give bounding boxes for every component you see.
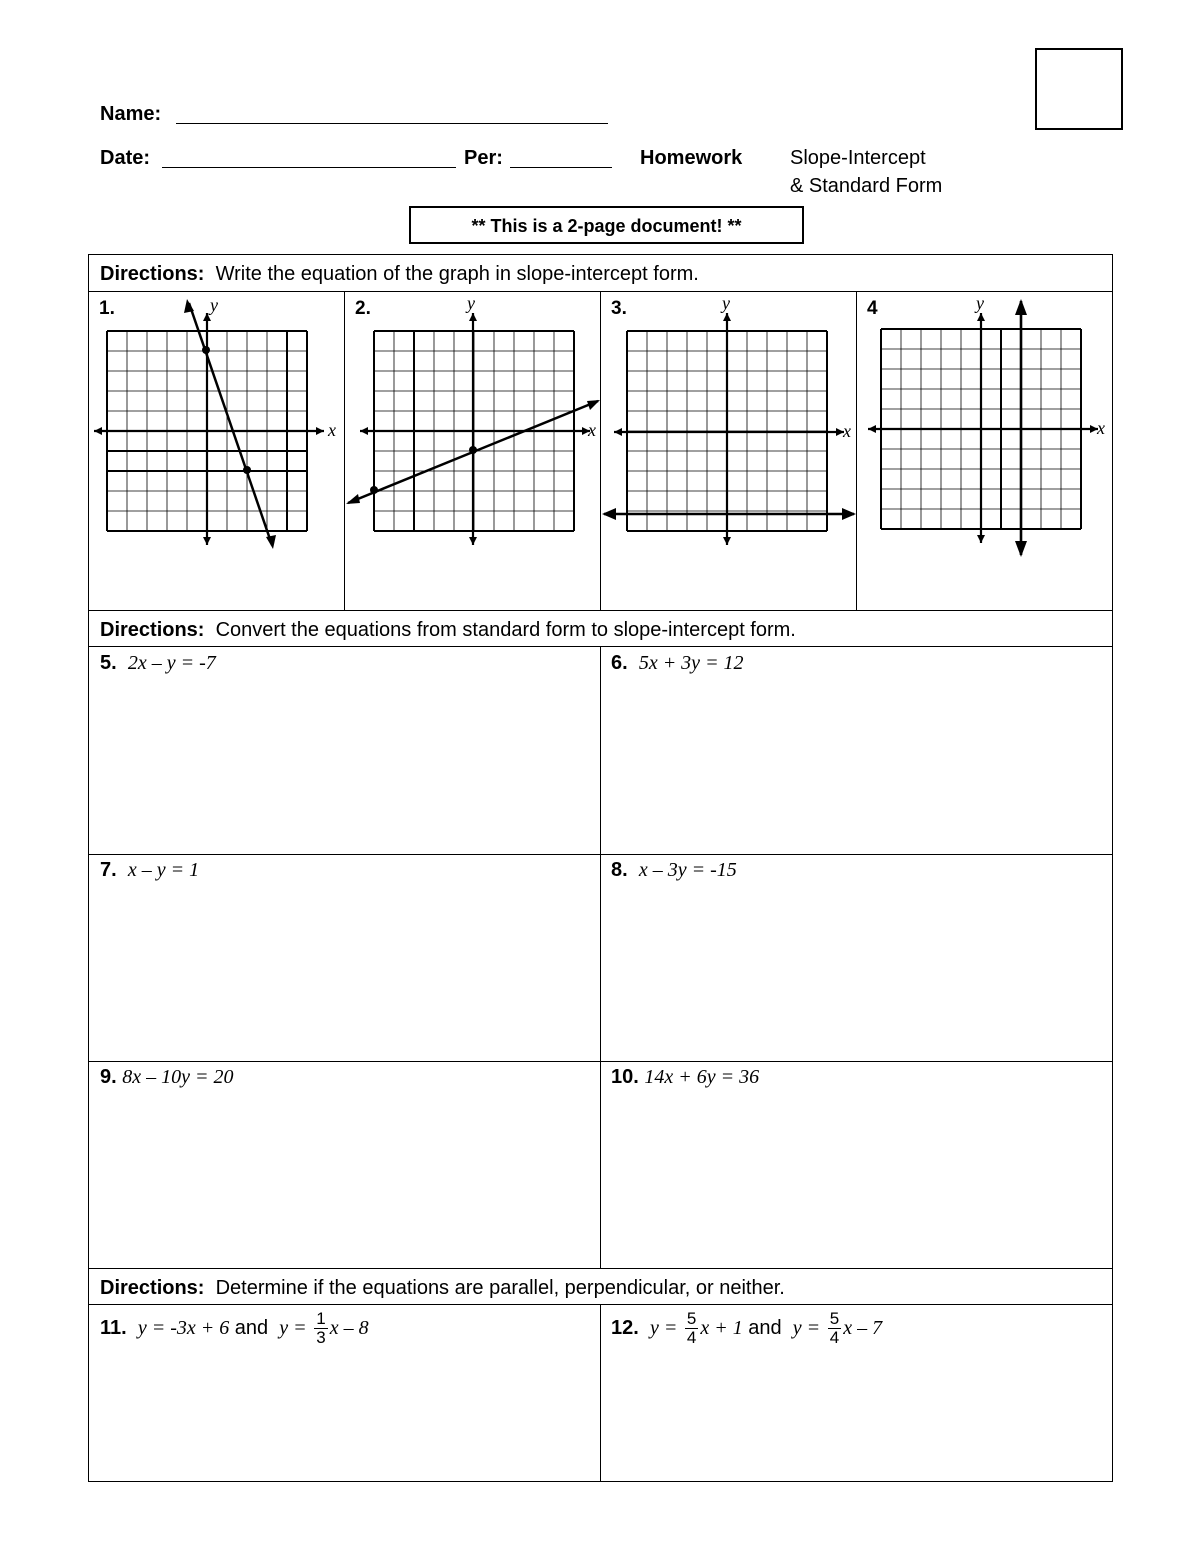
graph-2 xyxy=(346,293,600,553)
equation: x – y = 1 xyxy=(127,859,200,881)
score-box xyxy=(1035,48,1123,130)
and-word: and xyxy=(234,1316,269,1339)
date-field[interactable] xyxy=(162,147,456,168)
problem-number: 11. xyxy=(100,1316,127,1339)
line-point xyxy=(243,466,251,474)
divider xyxy=(600,1304,601,1482)
divider xyxy=(856,291,857,610)
problem-7 xyxy=(100,859,199,882)
y-axis-arrow-up xyxy=(977,313,985,321)
problem-number: 7. xyxy=(100,859,117,881)
y-axis-arrow-down xyxy=(723,537,731,545)
problem-number: 12. xyxy=(611,1316,639,1339)
line-point xyxy=(469,446,477,454)
problem-11 xyxy=(100,1310,369,1347)
line-arrow xyxy=(1015,541,1027,557)
directions-label: Directions: xyxy=(100,1277,205,1299)
directions-label: Directions: xyxy=(100,263,205,285)
problem-number: 3. xyxy=(611,298,627,319)
denominator: 4 xyxy=(686,1328,697,1347)
divider xyxy=(88,610,1113,611)
directions-convert xyxy=(100,619,796,642)
line-arrow xyxy=(346,494,360,504)
equation: 8x – 10y = 20 xyxy=(122,1066,234,1088)
equation-b-right: x – 8 xyxy=(329,1316,369,1339)
x-axis-label: x xyxy=(588,420,596,440)
topic-line-1: Slope-Intercept xyxy=(790,147,926,169)
line-arrow xyxy=(842,508,856,520)
y-axis-arrow-down xyxy=(469,537,477,545)
x-axis-arrow-left xyxy=(868,425,876,433)
y-axis-arrow-up xyxy=(469,313,477,321)
x-axis-arrow-left xyxy=(94,427,102,435)
topic-line-2: & Standard Form xyxy=(790,175,943,197)
y-axis-label: y xyxy=(722,293,730,313)
directions-text: Determine if the equations are parallel, perpendicular, or neither. xyxy=(215,1277,785,1299)
numerator: 1 xyxy=(316,1309,326,1328)
equation-b-right: x – 7 xyxy=(843,1316,883,1339)
equation: 5x + 3y = 12 xyxy=(638,652,744,674)
line-arrow xyxy=(1015,299,1027,315)
problem-number: 10. xyxy=(611,1066,639,1088)
problem-number: 5. xyxy=(100,652,117,674)
problem-9 xyxy=(100,1066,234,1089)
line-point xyxy=(202,346,210,354)
x-axis-arrow-right xyxy=(316,427,324,435)
problem-number: 1. xyxy=(99,298,115,319)
problem-number: 9. xyxy=(100,1066,117,1088)
period-field[interactable] xyxy=(510,147,612,168)
problem-number: 6. xyxy=(611,652,628,674)
divider xyxy=(600,291,601,610)
numerator: 5 xyxy=(686,1309,697,1328)
equation: 14x + 6y = 36 xyxy=(644,1066,760,1088)
fraction xyxy=(828,1310,841,1347)
numerator: 5 xyxy=(829,1309,840,1328)
problem-8 xyxy=(611,859,737,882)
two-page-note: ** This is a 2-page document! ** xyxy=(409,206,804,244)
problem-6 xyxy=(611,652,744,675)
fraction xyxy=(314,1310,327,1347)
x-axis-label: x xyxy=(328,420,336,440)
directions-text: Write the equation of the graph in slope-intercept form. xyxy=(215,263,699,285)
line-arrow xyxy=(587,400,600,410)
equation-b-left: y = xyxy=(279,1316,307,1339)
y-axis-label: y xyxy=(210,295,218,315)
x-axis-label: x xyxy=(1097,418,1105,438)
problem-10 xyxy=(611,1066,759,1089)
problem-number: 4 xyxy=(867,298,878,319)
name-label: Name: xyxy=(100,103,162,125)
problem-number: 2. xyxy=(355,298,371,319)
directions-graphs xyxy=(100,263,699,286)
divider xyxy=(344,291,345,610)
equation-b-left: y = xyxy=(792,1316,821,1339)
line-point xyxy=(370,486,378,494)
y-axis-arrow-down xyxy=(977,535,985,543)
directions-relation xyxy=(100,1277,785,1300)
y-axis-arrow-up xyxy=(723,313,731,321)
date-label: Date: xyxy=(100,147,151,169)
problem-5 xyxy=(100,652,216,675)
divider xyxy=(88,1268,1113,1269)
y-axis-label: y xyxy=(467,293,475,313)
line-arrow xyxy=(602,508,616,520)
problem-12 xyxy=(611,1310,882,1347)
denominator: 4 xyxy=(829,1328,840,1347)
y-axis-arrow-down xyxy=(203,537,211,545)
divider xyxy=(600,646,601,1268)
line-arrow xyxy=(184,299,194,313)
graph-1 xyxy=(92,293,342,553)
and-word: and xyxy=(748,1316,782,1339)
x-axis-arrow-left xyxy=(360,427,368,435)
y-axis-label: y xyxy=(976,293,984,313)
line-arrow xyxy=(266,535,276,549)
directions-label: Directions: xyxy=(100,619,205,641)
equation-a-left: y = xyxy=(649,1316,678,1339)
period-label: Per: xyxy=(464,147,503,169)
doc-type: Homework xyxy=(640,147,743,169)
graphed-line xyxy=(189,303,272,545)
fraction xyxy=(685,1310,698,1347)
x-axis-label: x xyxy=(843,421,851,441)
name-field[interactable] xyxy=(176,103,608,124)
graph-4 xyxy=(858,293,1112,558)
equation-a: y = -3x + 6 xyxy=(137,1316,230,1339)
denominator: 3 xyxy=(316,1328,326,1347)
equation: 2x – y = -7 xyxy=(127,652,216,674)
equation: x – 3y = -15 xyxy=(638,859,737,881)
directions-text: Convert the equations from standard form to slope-intercept form. xyxy=(215,619,796,641)
problem-number: 8. xyxy=(611,859,628,881)
equation-a-right: x + 1 xyxy=(700,1316,743,1339)
graph-3 xyxy=(602,293,856,553)
x-axis-arrow-left xyxy=(614,428,622,436)
